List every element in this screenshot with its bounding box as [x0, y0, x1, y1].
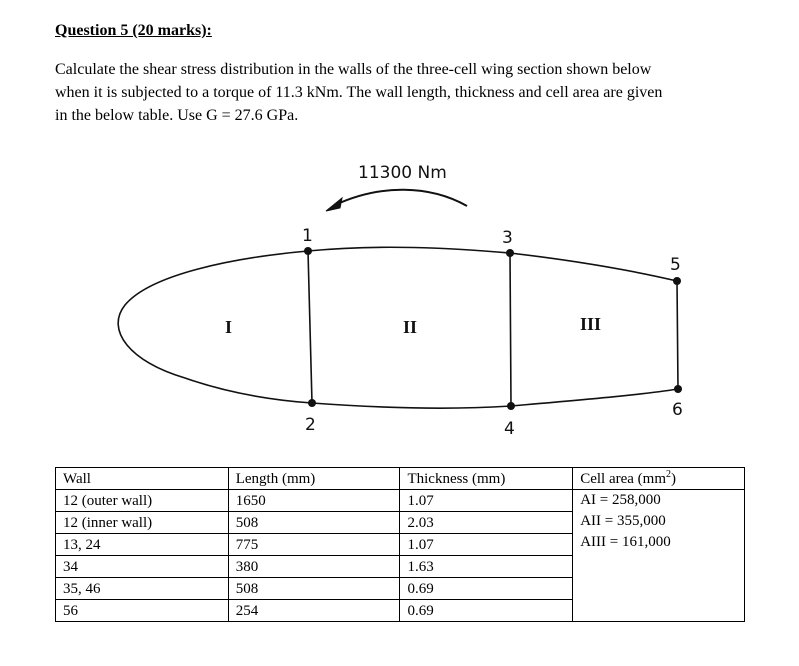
length-cell: 254 [228, 600, 400, 622]
cell-area-2: AII = 355,000 [580, 513, 666, 529]
node-label-5: 5 [670, 255, 681, 275]
node-dot-6 [674, 385, 682, 393]
node-dot-4 [507, 402, 515, 410]
lower-skin [312, 389, 678, 408]
cell-area-3: AIII = 161,000 [580, 534, 671, 550]
length-cell: 508 [228, 578, 400, 600]
cell-label-3: III [580, 314, 602, 334]
wall-properties-table [55, 467, 745, 622]
cell-label-1: I [225, 317, 233, 337]
length-cell: 508 [228, 512, 400, 534]
spar-56 [677, 281, 678, 389]
node-label-4: 4 [504, 419, 515, 439]
length-cell: 1650 [228, 490, 400, 512]
question-line-3: in the below table. Use G = 27.6 GPa. [55, 107, 299, 124]
spar-34 [510, 253, 511, 406]
length-cell: 380 [228, 556, 400, 578]
question-line-2: when it is subjected to a torque of 11.3 kNm. The wall length, thickness and cell area are given [55, 84, 663, 101]
torque-arrow-head [326, 198, 342, 211]
node-label-1: 1 [302, 226, 313, 246]
node-label-3: 3 [502, 228, 513, 248]
wall-cell: 56 [56, 600, 229, 622]
cell-label-2: II [403, 317, 418, 337]
table-row [56, 490, 745, 512]
header-thickness: Thickness (mm) [400, 468, 573, 490]
question-heading: Question 5 (20 marks): [55, 22, 212, 39]
thickness-cell: 1.63 [400, 556, 573, 578]
upper-skin [308, 247, 677, 281]
thickness-cell: 1.07 [400, 490, 573, 512]
node-dot-5 [673, 277, 681, 285]
length-cell: 775 [228, 534, 400, 556]
thickness-cell: 2.03 [400, 512, 573, 534]
wall-cell: 34 [56, 556, 229, 578]
wall-cell: 35, 46 [56, 578, 229, 600]
header-cell-area: Cell area $(mm^2)$ [573, 468, 745, 490]
thickness-cell: 1.07 [400, 534, 573, 556]
table-header-row [56, 468, 745, 490]
wall-cell: 13, 24 [56, 534, 229, 556]
torque-arrow [335, 190, 467, 206]
spar-12 [308, 251, 312, 403]
header-length: Length (mm) [228, 468, 400, 490]
header-wall: Wall [56, 468, 229, 490]
node-label-2: 2 [305, 415, 316, 435]
node-label-6: 6 [672, 400, 683, 420]
question-line-1: Calculate the shear stress distribution in the walls of the three-cell wing section shown below [55, 61, 652, 78]
wing-outline [118, 251, 312, 403]
cell-area-list [573, 490, 745, 622]
torque-label: 11300 Nm [358, 163, 447, 183]
node-dot-2 [308, 399, 316, 407]
thickness-cell: 0.69 [400, 578, 573, 600]
node-dot-3 [506, 249, 514, 257]
cell-area-1: AI = 258,000 [580, 492, 661, 508]
wall-cell: 12 (inner wall) [56, 512, 229, 534]
wall-cell: 12 (outer wall) [56, 490, 229, 512]
thickness-cell: 0.69 [400, 600, 573, 622]
node-dot-1 [304, 247, 312, 255]
